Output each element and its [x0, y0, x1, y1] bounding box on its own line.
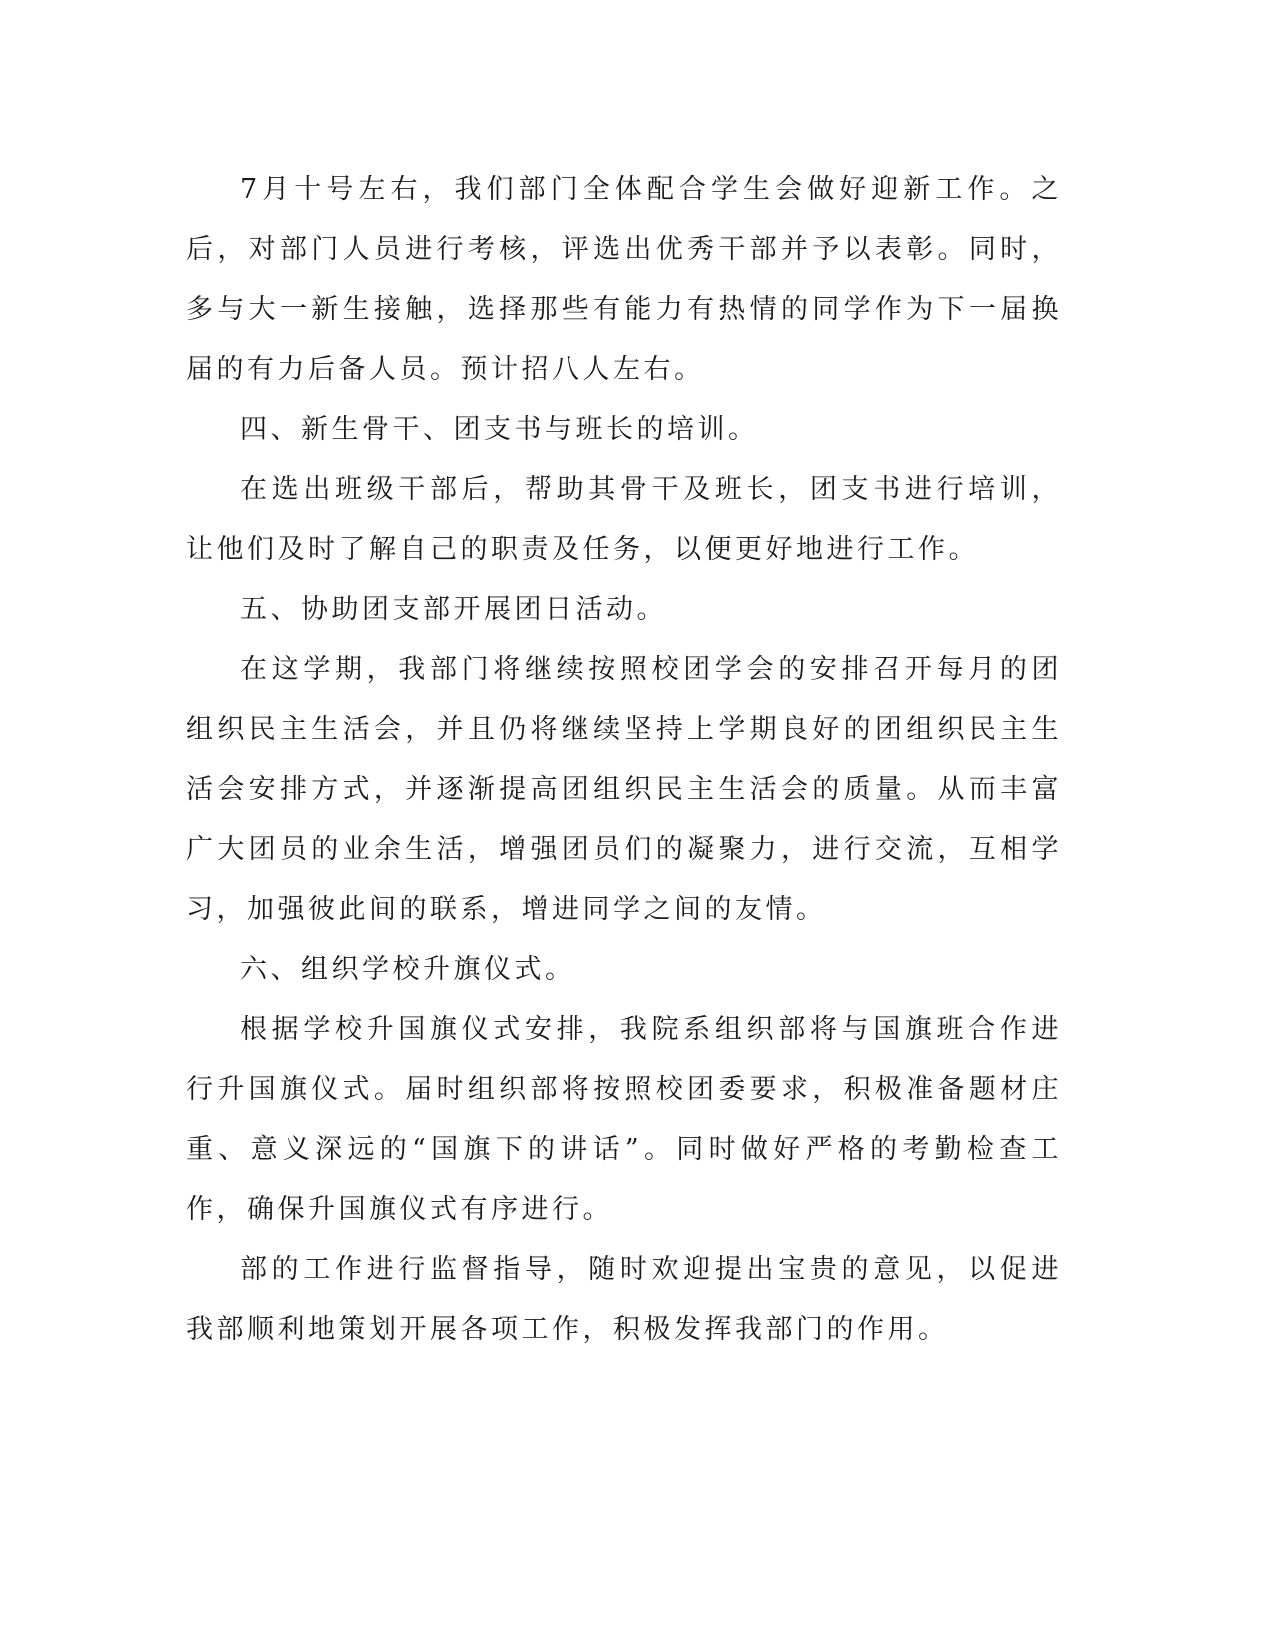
paragraph-flag-ceremony: 根据学校升国旗仪式安排，我院系组织部将与国旗班合作进行升国旗仪式。届时组织部将按照校团委要求，积极准备题材庄重、意义深远的“国旗下的讲话”。同时做好严格的考勤检查工作，确保升国旗仪式有序进行。 — [186, 1014, 1062, 1225]
paragraph-welcome-work: 7月十号左右，我们部门全体配合学生会做好迎新工作。之后，对部门人员进行考核，评选出优秀干部并予以表彰。同时，多与大一新生接触，选择那些有能力有热情的同学作为下一届换届的有力后备人员。预计招八人左右。 — [186, 174, 1062, 385]
document-body — [186, 160, 1062, 1360]
paragraph-league-day: 在这学期，我部门将继续按照校团学会的安排召开每月的团组织民主生活会，并且仍将继续坚持上学期良好的团组织民主生活会安排方式，并逐渐提高团组织民主生活会的质量。从而丰富广大团员的业余生活，增强团员们的凝聚力，进行交流，互相学习，加强彼此间的联系，增进同学之间的友情。 — [186, 654, 1062, 925]
section-heading-flag-ceremony: 六、组织学校升旗仪式。 — [240, 954, 576, 985]
section-heading-league-day: 五、协助团支部开展团日活动。 — [240, 594, 667, 625]
paragraph-training: 在选出班级干部后，帮助其骨干及班长，团支书进行培训，让他们及时了解自己的职责及任务，以便更好地进行工作。 — [186, 474, 1062, 565]
paragraph-closing: 部的工作进行监督指导，随时欢迎提出宝贵的意见，以促进我部顺利地策划开展各项工作，积极发挥我部门的作用。 — [186, 1254, 1062, 1345]
section-heading-training: 四、新生骨干、团支书与班长的培训。 — [240, 414, 759, 445]
